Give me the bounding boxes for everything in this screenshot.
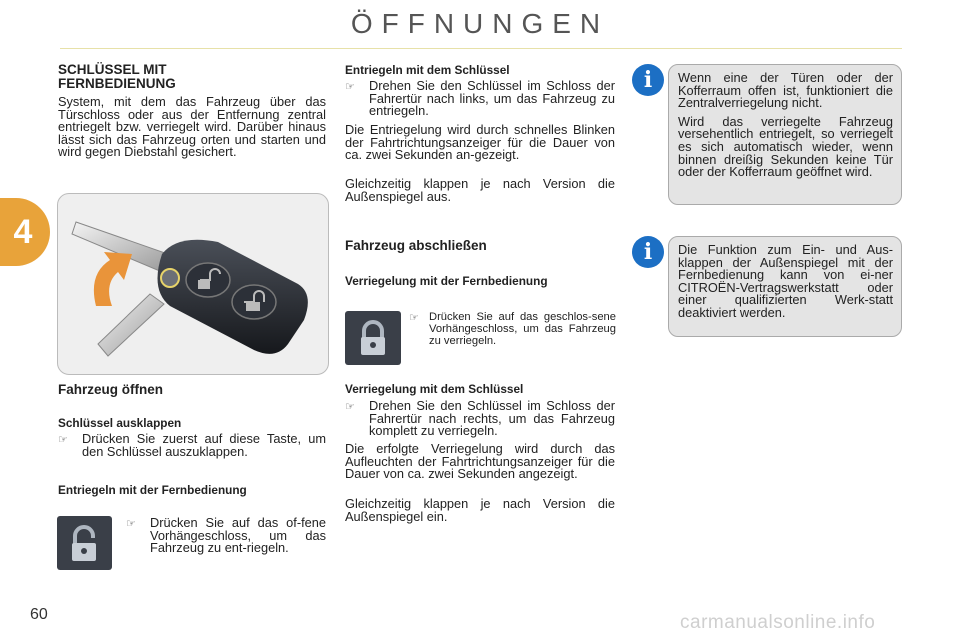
key-illustration bbox=[57, 193, 329, 375]
page-title: ÖFFNUNGEN bbox=[350, 8, 610, 39]
remote-lock-step: ☞ Drücken Sie auf das geschlos-sene Vorhängeschloss, um das Fahrzeug zu verriegeln. bbox=[409, 311, 616, 348]
info-icon: i bbox=[632, 236, 664, 268]
key-unlock-heading: Entriegeln mit dem Schlüssel bbox=[345, 63, 510, 77]
header-rule bbox=[60, 48, 902, 49]
pointing-finger-icon: ☞ bbox=[126, 518, 136, 530]
remote-unlock-heading: Entriegeln mit der Fernbedienung bbox=[58, 483, 247, 497]
key-unlock-paragraph-1: Die Entriegelung wird durch schnelles Blinken der Fahrtrichtungsanzeiger für die Dauer von ca. zwei Sekunden an-gezeigt. bbox=[345, 122, 615, 163]
pointing-finger-icon: ☞ bbox=[58, 434, 68, 446]
key-fob-image bbox=[58, 194, 328, 374]
pointing-finger-icon: ☞ bbox=[345, 81, 355, 93]
open-vehicle-heading: Fahrzeug öffnen bbox=[58, 382, 163, 397]
remote-unlock-step: ☞ Drücken Sie auf das of-fene Vorhängeschloss, um das Fahrzeug zu ent-riegeln. bbox=[126, 515, 326, 556]
key-lock-paragraph-2: Gleichzeitig klappen je nach Version die Außenspiegel ein. bbox=[345, 496, 615, 524]
closed-padlock-icon bbox=[345, 311, 401, 365]
key-unlock-paragraph-2: Gleichzeitig klappen je nach Version die Außenspiegel aus. bbox=[345, 176, 615, 204]
key-lock-step: ☞ Drehen Sie den Schlüssel im Schloss der Fahrertür nach rechts, um das Fahrzeug komplett zu verriegeln. bbox=[345, 398, 615, 439]
info-box-paragraph: Wenn eine der Türen oder der Kofferraum offen ist, funktioniert die Zentralverriegelung nicht. bbox=[678, 70, 893, 111]
pointing-finger-icon: ☞ bbox=[345, 401, 355, 413]
remote-lock-heading: Verriegelung mit der Fernbedienung bbox=[345, 274, 548, 288]
unfold-key-heading: Schlüssel ausklappen bbox=[58, 416, 182, 430]
key-lock-heading: Verriegelung mit dem Schlüssel bbox=[345, 382, 524, 396]
info-box-central-locking bbox=[668, 64, 902, 205]
key-unlock-step: ☞ Drehen Sie den Schlüssel im Schloss der Fahrertür nach links, um das Fahrzeug zu entriegeln. bbox=[345, 78, 615, 119]
section-title: SCHLÜSSEL MIT FERNBEDIENUNG bbox=[58, 62, 176, 91]
info-icon: i bbox=[632, 64, 664, 96]
pointing-finger-icon: ☞ bbox=[409, 312, 419, 324]
watermark: carmanualsonline.info bbox=[680, 612, 876, 633]
open-padlock-icon bbox=[57, 516, 112, 570]
unfold-key-step: ☞ Drücken Sie zuerst auf diese Taste, um den Schlüssel auszuklappen. bbox=[58, 431, 326, 459]
info-box-mirror-folding bbox=[668, 236, 902, 337]
info-box-paragraph: Wird das verriegelte Fahrzeug versehentlich entriegelt, so verriegelt es sich automatisch wieder, wenn binnen dreißig Sekunden keine Tür oder der Kofferraum geöffnet wird. bbox=[678, 113, 893, 180]
page-number: 60 bbox=[30, 606, 48, 623]
intro-text: System, mit dem das Fahrzeug über das Türschloss oder aus der Entfernung zentral entriegelt bzw. verriegelt wird. Darüber hinaus lässt sich das Fahrzeug orten und starten und wird gegen Diebstahl gesichert. bbox=[58, 94, 326, 160]
info-box-paragraph: Die Funktion zum Ein- und Aus-klappen der Außenspiegel mit der Fernbedienung kann von ei-ner CITROËN-Vertragswerkstatt oder einer qualifizierten Werk-statt deaktiviert werden. bbox=[678, 242, 893, 320]
key-lock-paragraph-1: Die erfolgte Verriegelung wird durch das Aufleuchten der Fahrtrichtungsanzeiger für die Dauer von ca. zwei Sekunden angezeigt. bbox=[345, 441, 615, 482]
chapter-tab: 4 bbox=[0, 198, 50, 266]
lock-vehicle-heading: Fahrzeug abschließen bbox=[345, 238, 487, 253]
